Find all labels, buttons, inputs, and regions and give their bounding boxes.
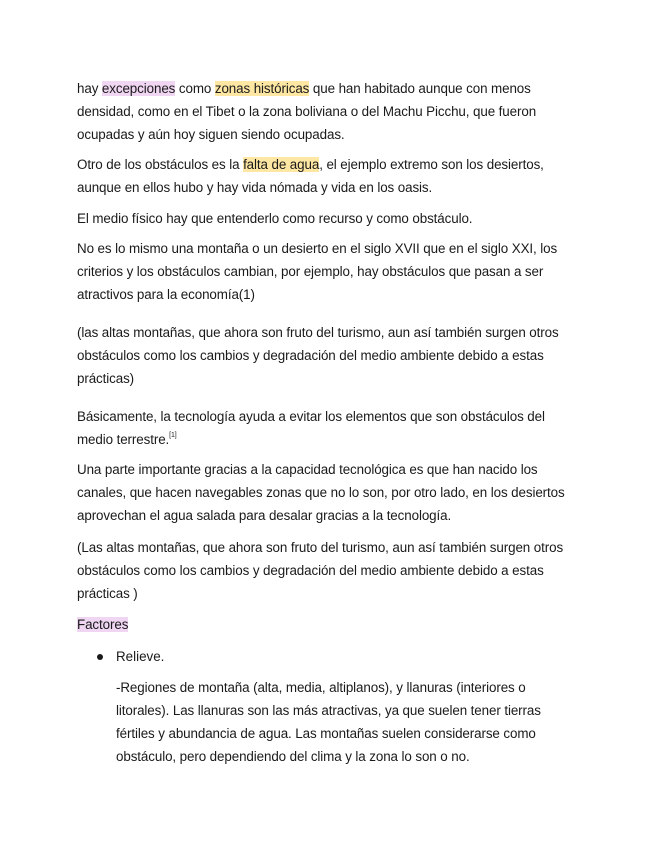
footnote-ref[interactable]: [1] <box>169 432 177 439</box>
heading-factores <box>77 613 582 636</box>
text: como <box>175 81 215 96</box>
paragraph-siglos: No es lo mismo una montaña o un desierto en el siglo XVII que en el siglo XXI, los criterios y los obstáculos cambian, por ejemplo, hay obstáculos que pasan a ser atractivos para la economía(1) <box>77 241 558 302</box>
paragraph-regiones: -Regiones de montaña (alta, media, altiplanos), y llanuras (interiores o litorales). Las llanuras son las más atractivas, ya que suelen tener tierras fértiles y abundancia de agua. Las montañas suelen considerarse como obstáculo, pero dependiendo del clima y la zona lo son o no. <box>116 680 541 764</box>
bullet-label: Relieve. <box>116 649 165 664</box>
bullet-item-relieve <box>97 645 164 668</box>
highlight-zonas-historicas: zonas históricas <box>214 81 310 96</box>
paragraph-exceptions <box>77 77 582 146</box>
paragraph-water <box>77 153 582 199</box>
highlight-factores: Factores <box>77 617 129 632</box>
text: hay <box>77 81 102 96</box>
paragraph-medio-fisico: El medio físico hay que entenderlo como recurso y como obstáculo. <box>77 211 473 226</box>
bullet-icon <box>97 654 103 660</box>
text: , el ejemplo extremo son los desiertos, aunque en ellos hubo y hay vida nómada y vida en los oasis. <box>77 157 544 195</box>
text: que han habitado aunque con menos densidad, como en el Tibet o la zona boliviana o del Machu Picchu, que fueron ocupadas y aún hoy siguen siendo ocupadas. <box>77 81 537 142</box>
highlight-falta-de-agua: falta de agua <box>243 157 320 172</box>
paragraph-montanas-1: (las altas montañas, que ahora son fruto del turismo, aun así también surgen otros obstáculos como los cambios y degradación del medio ambiente debido a estas prácticas) <box>77 325 559 386</box>
paragraph-montanas-2: (Las altas montañas, que ahora son fruto del turismo, aun así también surgen otros obstáculos como los cambios y degradación del medio ambiente debido a estas prácticas ) <box>77 540 564 601</box>
paragraph-tecnologia <box>77 405 582 451</box>
text: Básicamente, la tecnología ayuda a evitar los elementos que son obstáculos del medio terrestre. <box>77 409 545 447</box>
paragraph-canales: Una parte importante gracias a la capacidad tecnológica es que han nacido los canales, que hacen navegables zonas que no lo son, por otro lado, en los desiertos aprovechan el agua salada para desalar gracias a la tecnología. <box>77 462 565 523</box>
highlight-excepciones: excepciones <box>101 81 176 96</box>
text: Otro de los obstáculos es la <box>77 157 244 172</box>
